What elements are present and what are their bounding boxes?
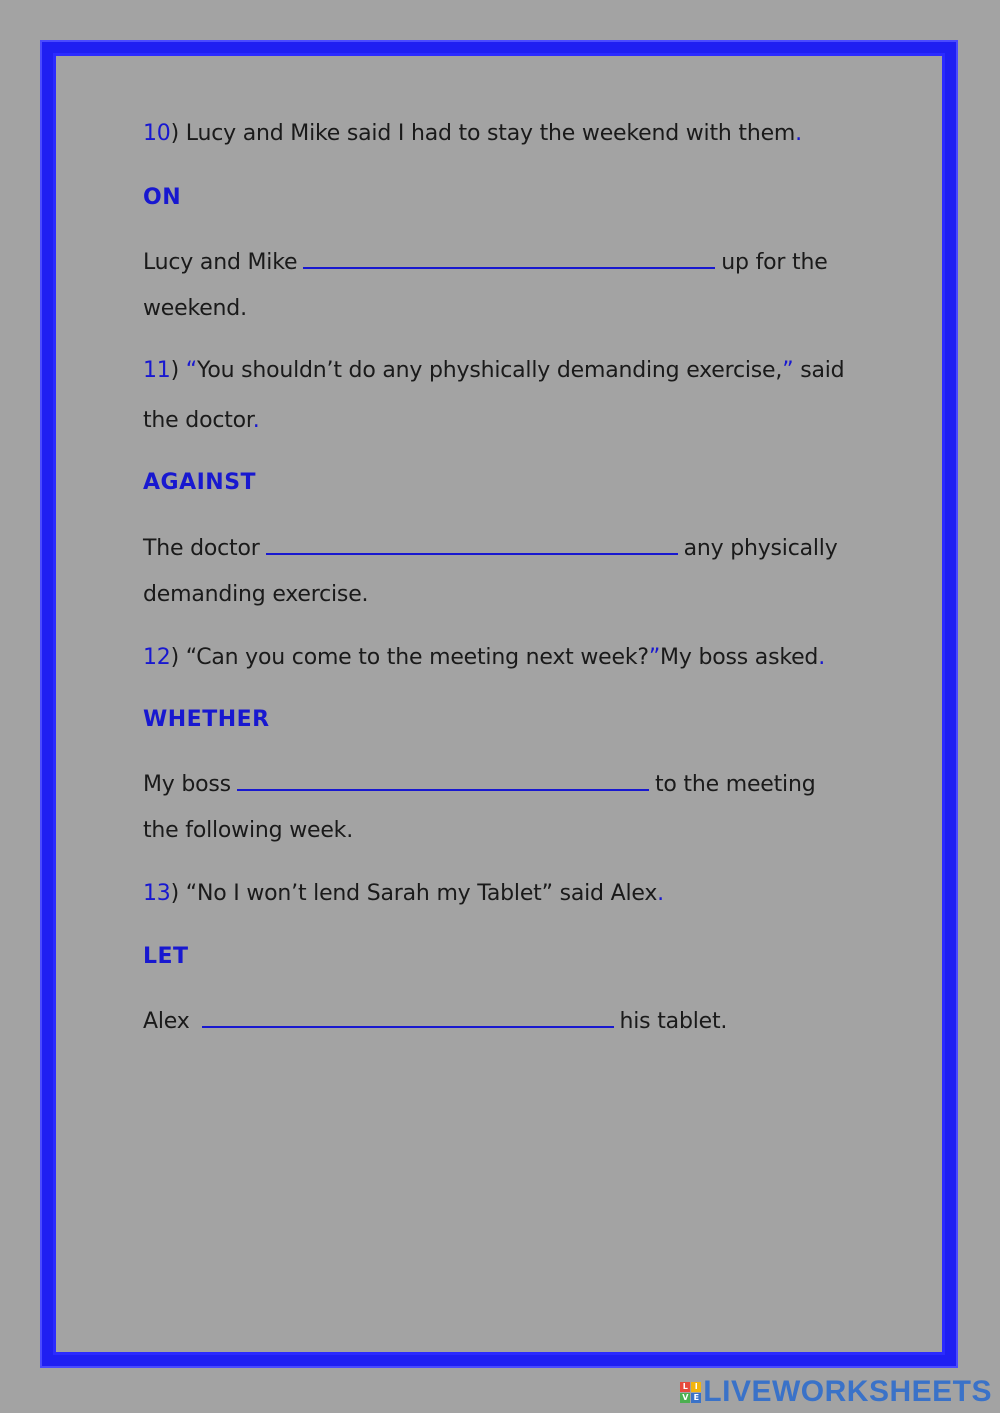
question-12-keyword: WHETHER (143, 707, 270, 732)
answer-blank-input[interactable] (202, 1006, 614, 1028)
question-text: ) “Can you come to the meeting next week? (170, 645, 649, 670)
question-11-prompt: 11) “You shouldn’t do any physhically demanding exercise,” said (143, 358, 845, 383)
question-11-keyword: AGAINST (143, 470, 257, 495)
question-10-keyword: ON (143, 185, 182, 210)
answer-lead: Lucy and Mike (143, 250, 298, 275)
answer-trail: up for the (721, 250, 828, 275)
answer-trail: any physically (683, 536, 838, 561)
question-13-answer (143, 1006, 727, 1034)
liveworksheets-logo-icon: L I V E (680, 1382, 701, 1403)
end-mark: . (818, 645, 825, 670)
liveworksheets-footer (680, 1375, 992, 1409)
question-12-prompt (143, 645, 825, 670)
question-10-answer (143, 247, 828, 275)
answer-blank-input[interactable] (303, 247, 715, 269)
question-13-prompt (143, 881, 664, 906)
answer-trail: his tablet. (619, 1009, 728, 1034)
end-mark: . (252, 408, 260, 433)
end-mark: . (657, 881, 664, 906)
question-number: 12 (143, 645, 171, 670)
question-10-prompt (143, 121, 802, 146)
answer-blank-input[interactable] (266, 533, 678, 555)
question-text: You shouldn’t do any physhically demanding exercise, (197, 358, 783, 383)
answer-lead: Alex (143, 1009, 190, 1034)
question-number: 11 (143, 358, 171, 383)
question-text-tail: said (793, 358, 845, 383)
close-quote: ” (648, 645, 661, 670)
question-number: 10 (143, 121, 171, 146)
question-number: 13 (143, 881, 171, 906)
question-text: ) Lucy and Mike said I had to stay the weekend with them (170, 121, 796, 146)
question-12-answer (143, 769, 815, 797)
question-11-answer-cont: demanding exercise. (143, 582, 369, 607)
question-text-cont: the doctor (143, 408, 253, 433)
question-13-keyword: LET (143, 944, 189, 969)
page-border (42, 42, 956, 1366)
question-11-answer (143, 533, 838, 561)
question-12-answer-cont: the following week. (143, 818, 353, 843)
brand-name: LIVEWORKSHEETS (703, 1375, 992, 1408)
answer-lead: My boss (143, 772, 231, 797)
answer-blank-input[interactable] (237, 769, 649, 791)
answer-lead: The doctor (143, 536, 260, 561)
close-quote: ” (782, 358, 794, 383)
question-10-answer-cont: weekend. (143, 296, 247, 321)
end-mark: . (795, 121, 802, 146)
question-11-prompt-cont (143, 408, 260, 433)
answer-trail: to the meeting (654, 772, 816, 797)
question-text-tail: My boss asked (660, 645, 819, 670)
open-quote: “ (185, 358, 197, 383)
question-text: ) “No I won’t lend Sarah my Tablet” said Alex (170, 881, 658, 906)
